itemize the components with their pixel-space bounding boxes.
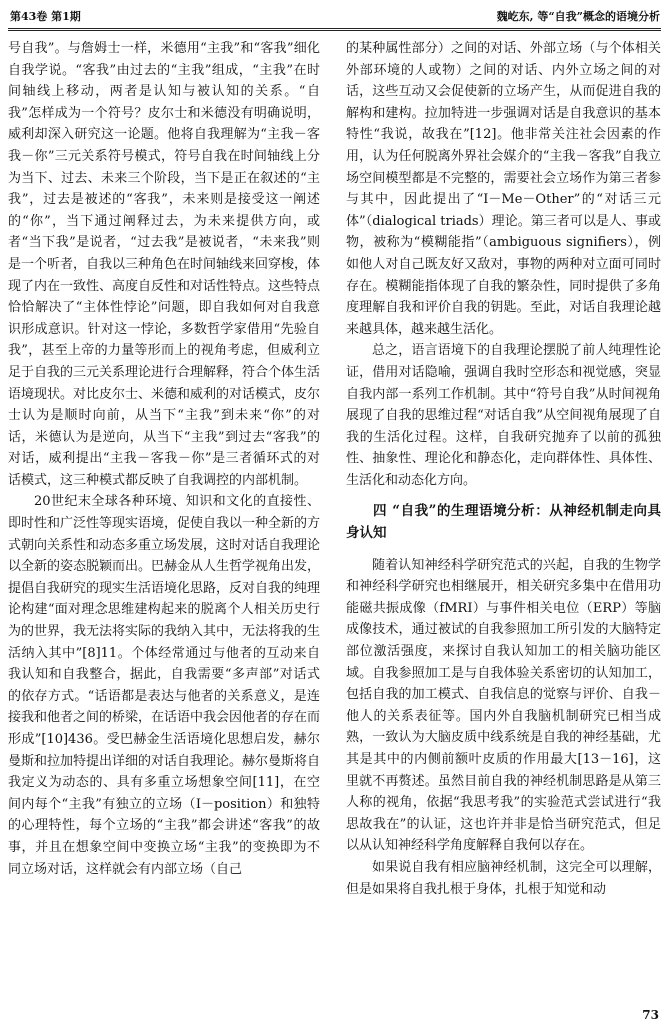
paragraph: 的某种属性部分）之间的对话、外部立场（与个体相关外部环境的人或物）之间的对话、内外立场之间的对话，这些互动又会促使新的立场产生，从而促进自我的解构和建构。拉加特进一步强调对话是自我意识的基本特性“我说，故我在”[12]。他非常关注社会因素的作用，认为任何脱离外界社会媒介的“主我－客我”自我立场空间模型都是不完整的，需要社会立场作为第三者参与其中，因此提出了“I－Me－Other”的“对话三元体”（dialogical triads）理论。第三者可以是人、事或物，被称为“模糊能指”（ambiguous signifiers），例如他人对自己既友好又敌对，事物的两种对立面可同时存在。模糊能指体现了自我的繁杂性，同时提供了多角度理解自我和评价自我的钥匙。至此，对话自我理论越来越具体，越来越生活化。 <box>346 41 661 337</box>
page-number: 73 <box>642 1008 659 1022</box>
paragraph: 总之，语言语境下的自我理论摆脱了前人纯理性论证，借用对话隐喻，强调自我时空形态和视觉感，突显自我内部一系列工作机制。其中“符号自我”从时间视角展现了自我的思维过程“对话自我”从空间视角展现了自我的生活化过程。这样，自我研究抛弃了以前的孤独性、抽象性、理论化和静态化，走向群体性、具体性、生活化和动态化方向。 <box>346 343 661 488</box>
running-header <box>10 8 660 26</box>
paragraph: 如果说自我有相应脑神经机制，这完全可以理解，但是如果将自我扎根于身体，扎根于知觉和动 <box>346 859 661 897</box>
left-column <box>8 38 320 880</box>
right-column <box>346 38 661 900</box>
journal-issue: 第43卷 第1期 <box>10 10 81 23</box>
paragraph: 随着认知神经科学研究范式的兴起，自我的生物学和神经科学研究也相继展开，相关研究多集中在借用功能磁共振成像（fMRI）与事件相关电位（ERP）等脑成像技术，通过被试的自我参照加工所引发的大脑特定部位激活强度，来探讨自我认知加工的相关脑功能区域。自我参照加工是与自我体验关系密切的认知加工，包括自我的加工模式、自我信息的觉察与评价、自我－他人的关系表征等。国内外自我脑机制研究已相当成熟，一致认为大脑皮质中线系统是自我的神经基础，尤其是其中的内侧前额叶皮质的作用最大[13－16]，这里就不再赘述。虽然目前自我的神经机制思路是从第三人称的视角，依据“我思考我”的实验范式尝试进行“我思故我在”的认证，这也许并非是恰当研究范式，但足以从认知神经科学角度解释自我何以存在。 <box>346 557 661 854</box>
paragraph: 号自我”。与詹姆士一样，米德用“主我”和“客我”细化自我学说。“客我”由过去的“主我”组成，“主我”在时间轴线上移动，两者是认知与被认知的关系。“自我”怎样成为一个符号？皮尔士和米德没有明确说明，威利却深入研究这一论题。他将自我理解为“主我－客我－你”三元关系符号模式，符号自我在时间轴线上分为当下、过去、未来三个阶段，当下是正在叙述的“主我”，过去是被述的“客我”，未来则是接受这一阐述的“你”，当下通过阐释过去，为未来提供方向，或者“当下我”是说者，“过去我”是被说者，“未来我”则是一个听者，自我以三种角色在时间轴线来回穿梭，体现了内在一致性、高度自反性和对话性特点。这些特点恰恰解决了“主体性悖论”问题，即自我如何对自我意识形成意识。针对这一悖论，多数哲学家借用“先验自我”，甚至上帝的力量等形而上的视角考虑，但威利立足于自我的三元关系理论进行合理解释，符合个体生活语境现状。对比皮尔士、米德和威利的对话模式，皮尔士认为是顺时向前，从当下“主我”到未来“你”的对话，米德认为是逆向，从当下“主我”到过去“客我”的对话，威利提出“主我－客我－你”是三者循环式的对话模式，这三种模式都反映了自我调控的内部机制。 <box>8 41 321 488</box>
section-heading: 四 “自我”的生理语境分析：从神经机制走向具身认知 <box>346 503 661 542</box>
running-title: 魏屹东, 等“自我”概念的语境分析 <box>496 10 660 23</box>
header-rule <box>8 28 661 29</box>
paragraph: 20世纪末全球各种环境、知识和文化的直接性、即时性和广泛性等现实语境，促使自我以一种全新的方式朝向关系性和动态多重立场发展，这时对话自我理论以全新的姿态脱颖而出。巴赫金从人生哲学视角出发，提倡自我研究的现实生活语境化思路，反对自我的纯理论构建“面对理念思维建构起来的脱离个人相关历史行为的世界，我无法将实际的我纳入其中，无法将我的生活纳入其中”[8]11。个体经常通过与他者的互动来自我认知和自我整合，据此，自我需要“多声部”对话式的依存方式。“话语都是表达与他者的关系意义，是连接我和他者之间的桥梁，在话语中我会因他者的存在而形成”[10]436。受巴赫金生活语境化思想启发，赫尔曼斯和拉加特提出详细的对话自我理论。赫尔曼斯将自我定义为动态的、具有多重立场想象空间[11]，在空间内每个“主我”有独立的立场（I－position）和独特的心理特性，每个立场的“主我”都会讲述“客我”的故事，并且在想象空间中变换立场“主我”的变换即为不同立场对话，这样就会有内部立场（自己 <box>8 494 321 877</box>
header-rule-thin <box>8 30 661 31</box>
